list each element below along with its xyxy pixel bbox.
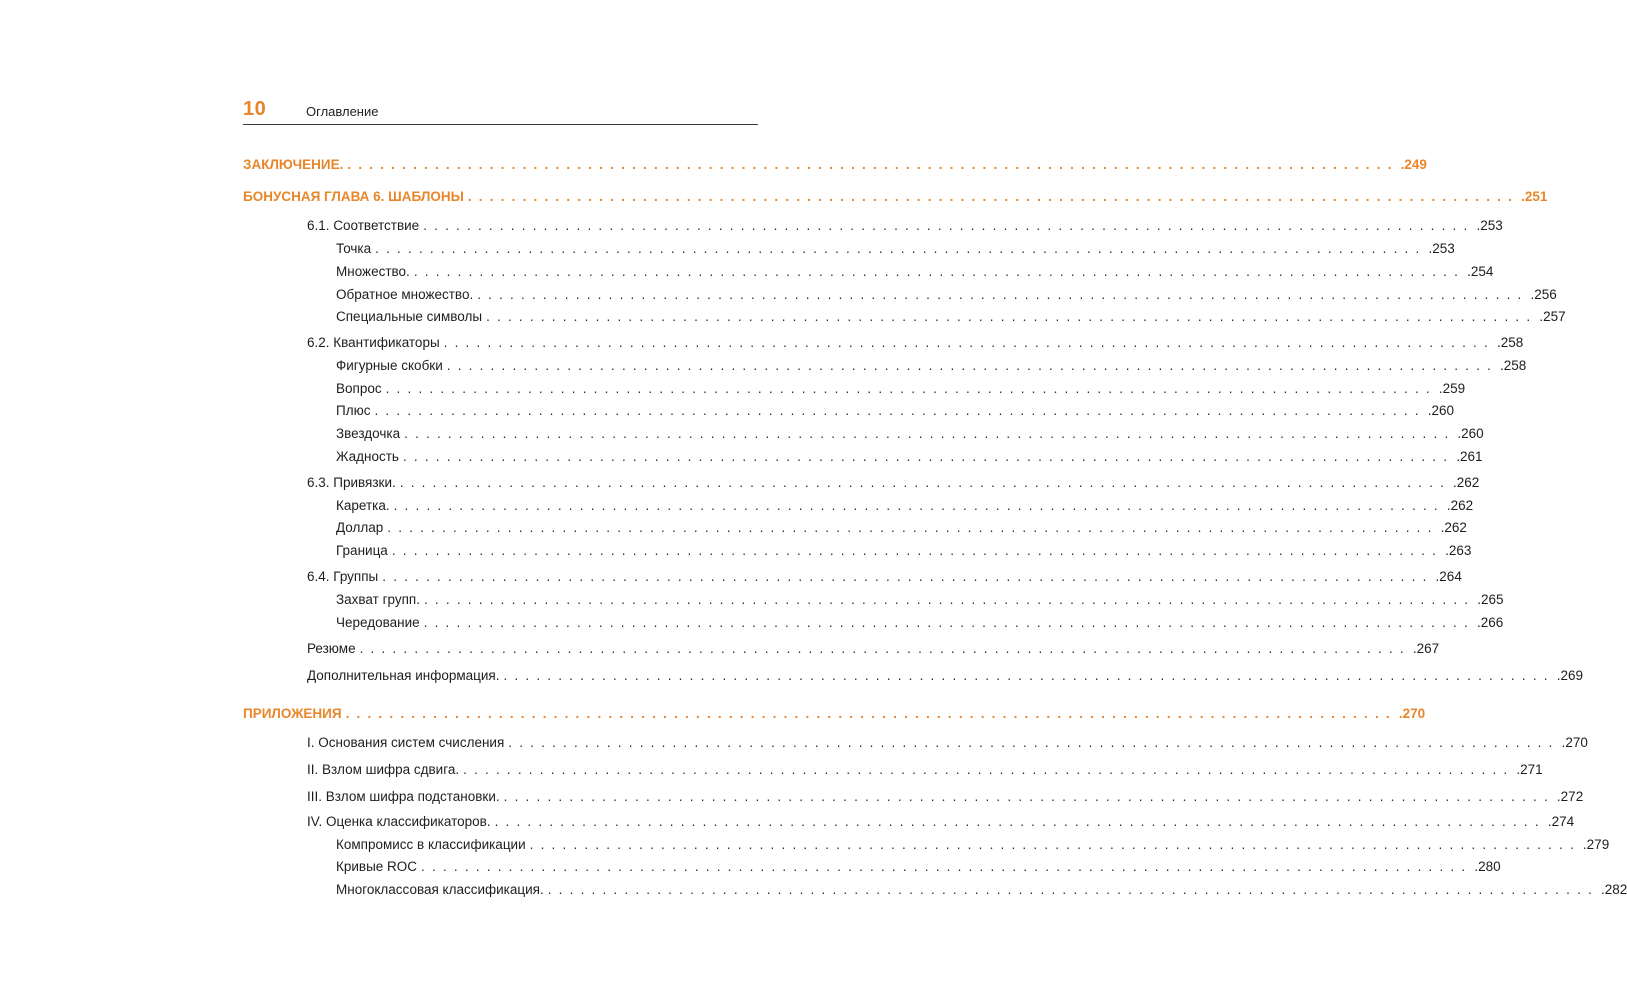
toc-entry-page: .270 <box>1561 735 1588 750</box>
toc-chapter-bonus-6[interactable] <box>243 188 1548 206</box>
dot-leader: ................................................................................................ <box>423 218 1475 233</box>
toc-entry-label: 6.4. Группы <box>307 569 379 584</box>
toc-entry-page: .282 <box>1601 882 1627 897</box>
toc-entry-label: ПРИЛОЖЕНИЯ <box>243 706 342 721</box>
toc-subsection[interactable] <box>336 542 1472 560</box>
dot-leader: ................................................................................................ <box>347 157 1399 172</box>
toc-section[interactable] <box>307 334 1524 352</box>
toc-section[interactable] <box>307 734 1588 752</box>
toc-section[interactable] <box>307 761 1543 779</box>
toc-entry-page: .266 <box>1476 615 1504 630</box>
toc-entry-label: IV. Оценка классификаторов. <box>307 814 491 829</box>
toc-entry-label: 6.1. Соответствие <box>307 218 420 233</box>
toc-entry-label: II. Взлом шифра сдвига. <box>307 762 460 777</box>
toc-entry-page: .263 <box>1445 543 1472 558</box>
toc-entry-page: .260 <box>1457 426 1484 441</box>
dot-leader: ................................................................................................ <box>446 358 1499 373</box>
toc-entry-page: .254 <box>1467 264 1494 279</box>
dot-leader: ................................................................................................ <box>345 706 1397 721</box>
toc-entry-label: Граница <box>336 543 388 558</box>
dot-leader: ................................................................................................ <box>359 641 1411 656</box>
toc-entry-label: БОНУСНАЯ ГЛАВА 6. ШАБЛОНЫ <box>243 189 464 204</box>
toc-subsection[interactable] <box>336 240 1455 258</box>
dot-leader: ................................................................................................ <box>387 520 1439 535</box>
toc-entry-label: ЗАКЛЮЧЕНИЕ. <box>243 157 344 172</box>
toc-chapter-conclusion[interactable] <box>243 156 1427 174</box>
toc-section[interactable] <box>307 217 1503 235</box>
toc-entry-label: Плюс <box>336 403 371 418</box>
toc-entry-page: .257 <box>1539 309 1566 324</box>
dot-leader: ................................................................................................ <box>404 426 1456 441</box>
dot-leader: ................................................................................................ <box>547 882 1599 897</box>
toc-subsection[interactable] <box>336 858 1501 876</box>
toc-section[interactable] <box>307 813 1575 831</box>
dot-leader: ................................................................................................ <box>503 668 1555 683</box>
toc-entry-page: .260 <box>1427 403 1455 418</box>
toc-entry-page: .253 <box>1476 218 1503 233</box>
toc-entry-page: .256 <box>1530 287 1557 302</box>
dot-leader: ................................................................................................ <box>443 335 1495 350</box>
toc-subsection[interactable] <box>336 308 1566 326</box>
toc-entry-label: Фигурные скобки <box>336 358 443 373</box>
dot-leader: ................................................................................................ <box>402 449 1455 464</box>
dot-leader: ................................................................................................ <box>385 381 1437 396</box>
dot-leader: ................................................................................................ <box>508 735 1560 750</box>
toc-subsection[interactable] <box>336 425 1484 443</box>
toc-entry-page: .251 <box>1521 189 1548 204</box>
toc-section[interactable] <box>307 568 1462 586</box>
toc-subsection[interactable] <box>336 836 1610 854</box>
toc-entry-label: Резюме <box>307 641 356 656</box>
toc-entry-page: .262 <box>1446 498 1474 513</box>
toc-entry-page: .262 <box>1440 520 1467 535</box>
toc-chapter-appendices[interactable] <box>243 705 1426 723</box>
toc-entry-label: Компромисс в классификации <box>336 837 526 852</box>
toc-section[interactable] <box>307 474 1480 492</box>
toc-entry-page: .259 <box>1438 381 1466 396</box>
dot-leader: ................................................................................................ <box>423 592 1476 607</box>
toc-subsection[interactable] <box>336 519 1467 537</box>
toc-subsection[interactable] <box>336 614 1504 632</box>
toc-entry-label: Чередование <box>336 615 420 630</box>
toc-subsection[interactable] <box>336 497 1474 515</box>
dot-leader: ................................................................................................ <box>477 287 1529 302</box>
dot-leader: ................................................................................................ <box>421 859 1473 874</box>
toc-section[interactable] <box>307 788 1584 806</box>
toc-entry-page: .261 <box>1456 449 1483 464</box>
dot-leader: ................................................................................................ <box>413 264 1466 279</box>
toc-entry-page: .280 <box>1474 859 1501 874</box>
toc-entry-page: .265 <box>1477 592 1504 607</box>
toc-entry-page: .262 <box>1453 475 1480 490</box>
toc-entry-label: Кривые ROC <box>336 859 418 874</box>
toc-entry-page: .271 <box>1516 762 1543 777</box>
toc-subsection[interactable] <box>336 263 1494 281</box>
dot-leader: ................................................................................................ <box>423 615 1475 630</box>
toc-entry-label: Точка <box>336 241 372 256</box>
toc-entry-label: Каретка. <box>336 498 390 513</box>
dot-leader: ................................................................................................ <box>374 403 1426 418</box>
toc-entry-page: .253 <box>1428 241 1455 256</box>
toc-entry-label: Захват групп. <box>336 592 420 607</box>
dot-leader: ................................................................................................ <box>391 543 1444 558</box>
toc-entry-label: Доллар <box>336 520 384 535</box>
toc-subsection[interactable] <box>336 380 1466 398</box>
toc-entry-page: .267 <box>1412 641 1440 656</box>
toc-subsection[interactable] <box>336 591 1504 609</box>
toc-entry-page: .249 <box>1400 157 1427 172</box>
toc-entry-label: 6.3. Привязки. <box>307 475 396 490</box>
toc-entry-label: Специальные символы <box>336 309 483 324</box>
toc-entry-label: Многоклассовая классификация. <box>336 882 544 897</box>
running-title: Оглавление <box>306 104 379 119</box>
toc-entry-label: I. Основания систем счисления <box>307 735 505 750</box>
toc-entry-page: .258 <box>1500 358 1527 373</box>
toc-subsection[interactable] <box>336 357 1527 375</box>
toc-entry-label: III. Взлом шифра подстановки. <box>307 789 500 804</box>
toc-section[interactable] <box>307 640 1440 658</box>
toc-entry-label: Множество. <box>336 264 410 279</box>
toc-subsection[interactable] <box>336 448 1483 466</box>
toc-entry-label: 6.2. Квантификаторы <box>307 335 440 350</box>
toc-section[interactable] <box>307 667 1584 685</box>
toc-entry-page: .258 <box>1496 335 1524 350</box>
dot-leader: ................................................................................................ <box>529 837 1581 852</box>
toc-entry-page: .274 <box>1547 814 1575 829</box>
toc-entry-page: .272 <box>1556 789 1584 804</box>
toc-entry-label: Жадность <box>336 449 399 464</box>
toc-subsection[interactable] <box>336 286 1557 304</box>
page-number: 10 <box>243 98 267 120</box>
dot-leader: ................................................................................................ <box>463 762 1515 777</box>
dot-leader: ................................................................................................ <box>494 814 1546 829</box>
dot-leader: ................................................................................................ <box>375 241 1427 256</box>
toc-entry-page: .279 <box>1582 837 1610 852</box>
toc-entry-label: Вопрос <box>336 381 382 396</box>
toc-subsection[interactable] <box>336 402 1455 420</box>
dot-leader: ................................................................................................ <box>503 789 1555 804</box>
toc-entry-page: .264 <box>1435 569 1462 584</box>
dot-leader: ................................................................................................ <box>382 569 1434 584</box>
toc-entry-page: .269 <box>1556 668 1584 683</box>
dot-leader: ................................................................................................ <box>399 475 1452 490</box>
toc-entry-label: Дополнительная информация. <box>307 668 500 683</box>
toc-entry-label: Звездочка <box>336 426 401 441</box>
toc-entry-page: .270 <box>1398 706 1426 721</box>
dot-leader: ................................................................................................ <box>486 309 1538 324</box>
dot-leader: ................................................................................................ <box>393 498 1445 513</box>
toc-entry-label: Обратное множество. <box>336 287 474 302</box>
dot-leader: ................................................................................................ <box>467 189 1520 204</box>
toc-subsection[interactable] <box>336 881 1627 899</box>
